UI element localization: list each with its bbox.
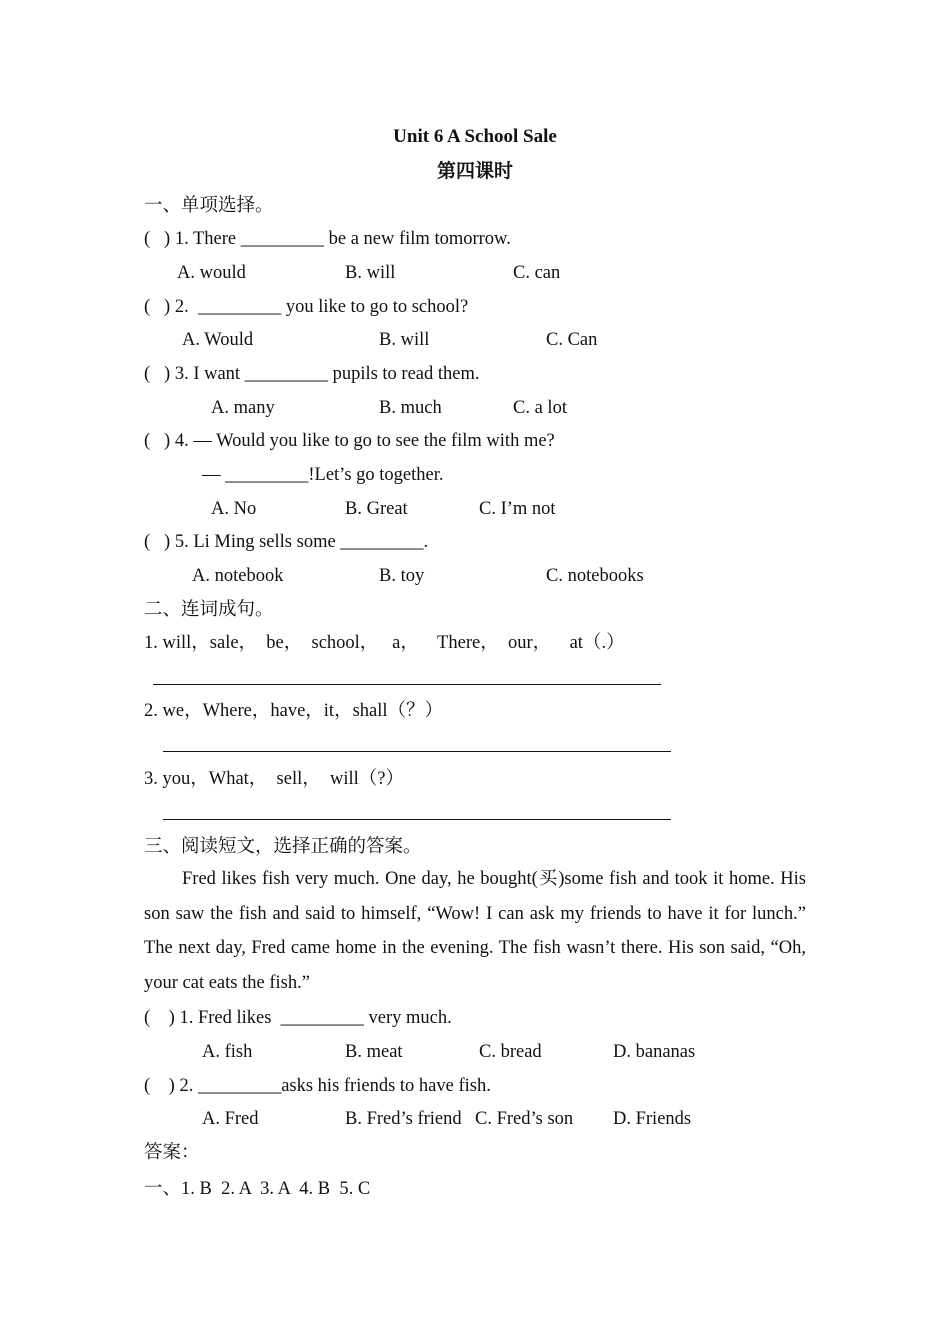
option: A. fish	[202, 1042, 253, 1062]
option: A. No	[211, 499, 257, 519]
option: D. Friends	[613, 1109, 692, 1129]
question-stem: ( ) 2. _________asks his friends to have fish.	[144, 1076, 491, 1096]
option: A. would	[177, 263, 246, 283]
option: A. Would	[182, 330, 254, 350]
section2-heading: 二、连词成句。	[144, 600, 274, 620]
question-stem: ( ) 1. There _________ be a new film tomorrow.	[144, 229, 511, 249]
question-stem: ( ) 2. _________ you like to go to school?	[144, 297, 469, 317]
option: C. Can	[546, 330, 598, 350]
answers-line: 一、1. B 2. A 3. A 4. B 5. C	[144, 1179, 371, 1199]
word-order-item: 3. you，What， sell， will（?）	[144, 769, 404, 789]
option: B. meat	[345, 1042, 403, 1062]
option: C. bread	[479, 1042, 542, 1062]
document-subtitle: 第四课时	[436, 161, 513, 182]
answers-heading: 答案：	[144, 1143, 200, 1163]
word-order-item: 2. we，Where，have，it，shall（？）	[144, 701, 444, 721]
option: A. notebook	[192, 566, 284, 586]
option: C. a lot	[513, 398, 567, 418]
option: D. bananas	[613, 1042, 696, 1062]
question-stem: ( ) 3. I want _________ pupils to read them.	[144, 364, 480, 384]
option: B. will	[345, 263, 396, 283]
section3-heading: 三、阅读短文，选择正确的答案。	[144, 837, 422, 857]
option: B. will	[379, 330, 430, 350]
question-stem: ( ) 4. — Would you like to go to see the film with me?	[144, 431, 555, 451]
option: C. I’m not	[479, 499, 556, 519]
answer-line	[153, 684, 661, 685]
word-order-item: 1. will，sale， be， school， a， There， our， at（.）	[144, 633, 625, 653]
option: A. Fred	[202, 1109, 259, 1129]
answer-line	[163, 751, 671, 752]
question-stem: ( ) 5. Li Ming sells some _________.	[144, 532, 429, 552]
reading-passage: Fred likes fish very much. One day, he bought(买)some fish and took it home. His son saw the fish and said to himself, “Wow! I can ask my friends to have it for lunch.” The next day, Fred came home in the evening. The fish wasn’t there. His son said, “Oh, your cat eats the fish.”	[144, 869, 806, 993]
option: B. toy	[379, 566, 425, 586]
question-stem: ( ) 1. Fred likes _________ very much.	[144, 1008, 452, 1028]
document-title: Unit 6 A School Sale	[393, 126, 557, 147]
option: B. Great	[345, 499, 408, 519]
question-response-line: — _________!Let’s go together.	[202, 465, 444, 485]
option: B. much	[379, 398, 442, 418]
option: C. Fred’s son	[475, 1109, 574, 1129]
option: C. can	[513, 263, 561, 283]
answer-line	[163, 819, 671, 820]
option: A. many	[211, 398, 275, 418]
option: B. Fred’s friend	[345, 1109, 462, 1129]
section1-heading: 一、单项选择。	[144, 196, 274, 216]
option: C. notebooks	[546, 566, 644, 586]
